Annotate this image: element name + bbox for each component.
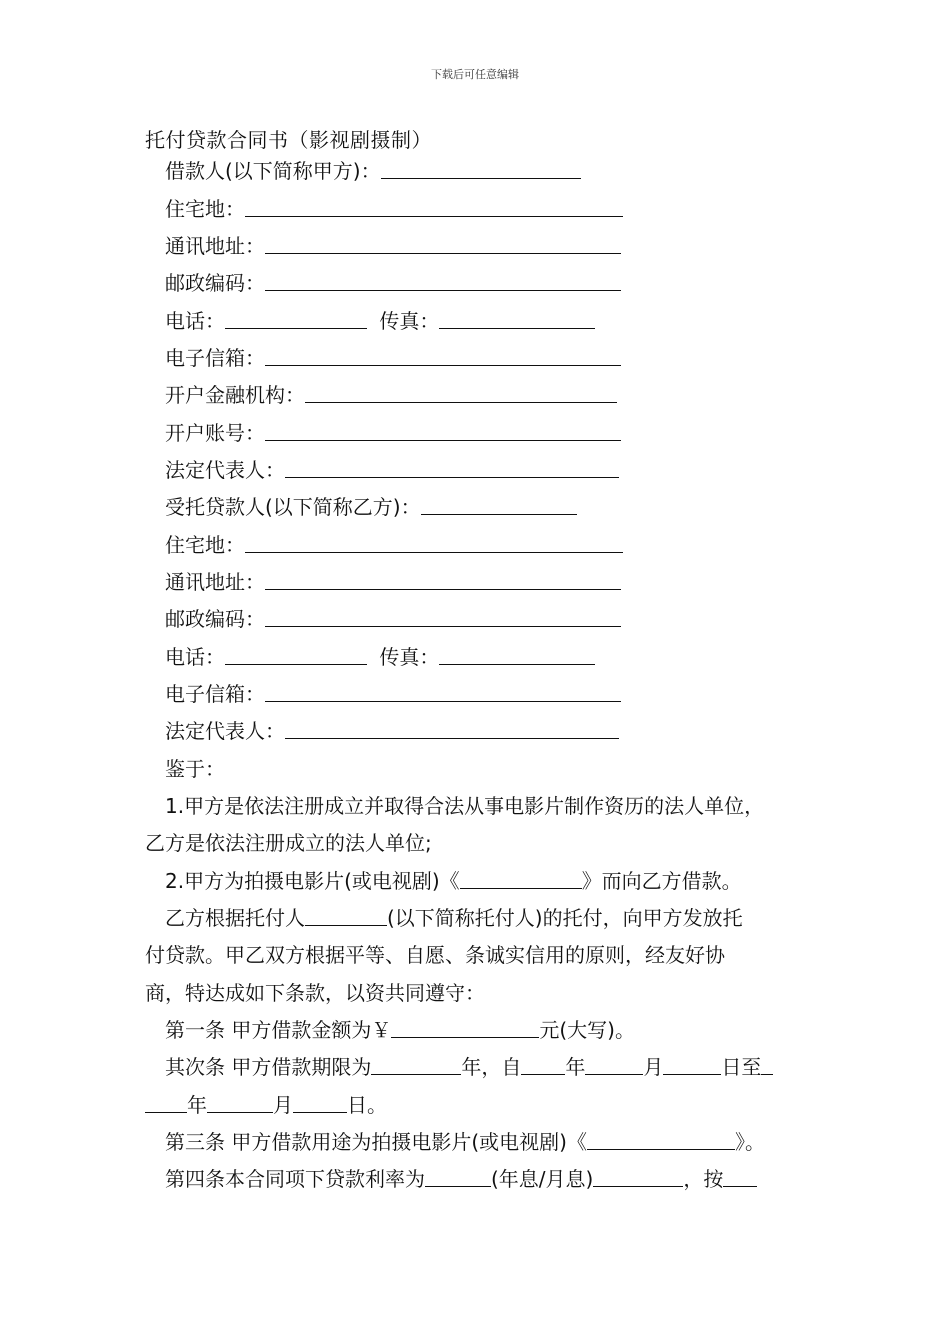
field-label: 电子信箱： — [165, 346, 265, 370]
field-email — [165, 344, 621, 372]
clause-2 — [165, 867, 742, 895]
intro-paragraph-line-3: 商，特达成如下条款，以资共同遵守： — [145, 981, 485, 1005]
field-address — [165, 232, 621, 260]
field-label: 邮政编码： — [165, 271, 265, 295]
article-4 — [165, 1165, 757, 1193]
fill-line[interactable] — [521, 1053, 565, 1075]
fill-line[interactable] — [381, 157, 581, 179]
fill-line[interactable] — [587, 1128, 735, 1150]
field-postcode — [165, 269, 621, 297]
field-label: 住宅地： — [165, 533, 245, 557]
intro-paragraph-line-1 — [165, 904, 743, 932]
fill-line[interactable] — [265, 568, 621, 590]
fill-line[interactable] — [425, 1165, 491, 1187]
field-label: 通讯地址： — [165, 234, 265, 258]
fill-line[interactable] — [371, 1053, 461, 1075]
fill-line[interactable] — [265, 269, 621, 291]
field-borrower — [165, 157, 581, 185]
fill-line[interactable] — [723, 1165, 757, 1187]
fill-line[interactable] — [460, 867, 582, 889]
fill-line[interactable] — [265, 680, 621, 702]
fill-line[interactable] — [663, 1053, 721, 1075]
article-text: 》。 — [734, 1130, 765, 1154]
fill-line[interactable] — [245, 195, 623, 217]
article-text: ，按 — [683, 1167, 724, 1191]
fill-line[interactable] — [245, 531, 623, 553]
field-phone-fax-b — [165, 643, 595, 671]
article-text: 第三条 甲方借款用途为拍摄电影片(或电视剧)《 — [165, 1130, 587, 1154]
page-header: 下载后可任意编辑 — [431, 68, 519, 81]
article-3 — [165, 1128, 765, 1156]
field-label: 法定代表人： — [165, 458, 285, 482]
fill-line[interactable] — [225, 643, 367, 665]
fill-line[interactable] — [293, 1091, 347, 1113]
fill-line[interactable] — [439, 307, 595, 329]
fill-line[interactable] — [285, 717, 619, 739]
field-label: 开户金融机构： — [165, 383, 305, 407]
fill-line[interactable] — [265, 232, 621, 254]
article-text: 年 — [187, 1093, 207, 1117]
article-text: (年息/月息) — [491, 1167, 594, 1191]
clause-2-text: 2.甲方为拍摄电影片(或电视剧)《 — [165, 869, 460, 893]
field-postcode-b — [165, 605, 621, 633]
fill-line[interactable] — [305, 381, 617, 403]
fill-line[interactable] — [305, 904, 387, 926]
field-label: 邮政编码： — [165, 607, 265, 631]
fill-line[interactable] — [439, 643, 595, 665]
field-legal-rep-b — [165, 717, 619, 745]
fill-line[interactable] — [265, 605, 621, 627]
field-legal-rep — [165, 456, 619, 484]
field-residence — [165, 195, 623, 223]
fill-line[interactable] — [421, 493, 577, 515]
field-phone-fax — [165, 307, 595, 335]
intro-text: 乙方根据托付人 — [165, 906, 305, 930]
field-email-b — [165, 680, 621, 708]
fill-line[interactable] — [265, 419, 621, 441]
field-label: 借款人(以下简称甲方)： — [165, 159, 381, 183]
field-label: 电话： — [165, 309, 225, 333]
field-entrusted-lender — [165, 493, 577, 521]
article-text: 第四条本合同项下贷款利率为 — [165, 1167, 425, 1191]
article-text: 其次条 甲方借款期限为 — [165, 1055, 372, 1079]
article-2-line-2 — [145, 1091, 387, 1119]
article-text: 年 — [565, 1055, 586, 1079]
field-label: 开户账号： — [165, 421, 265, 445]
article-text: 年，自 — [461, 1055, 522, 1079]
fill-line[interactable] — [145, 1091, 187, 1113]
fill-line[interactable] — [285, 456, 619, 478]
field-label: 传真： — [379, 309, 440, 333]
fill-line[interactable] — [391, 1016, 539, 1038]
whereas-heading: 鉴于： — [165, 757, 225, 781]
fill-line[interactable] — [593, 1165, 683, 1187]
field-label: 法定代表人： — [165, 719, 285, 743]
field-account — [165, 419, 621, 447]
field-label: 通讯地址： — [165, 570, 265, 594]
page-title: 托付贷款合同书（影视剧摄制） — [145, 128, 432, 152]
fill-line[interactable] — [207, 1091, 273, 1113]
field-label: 电话： — [165, 645, 225, 669]
article-text: 元(大写)。 — [539, 1018, 635, 1042]
fill-line[interactable] — [265, 344, 621, 366]
fill-line[interactable] — [225, 307, 367, 329]
clause-1-line-1: 1.甲方是依法注册成立并取得合法从事电影片制作资历的法人单位， — [165, 794, 765, 818]
intro-text: (以下简称托付人)的托付，向甲方发放托 — [387, 906, 743, 930]
field-residence-b — [165, 531, 623, 559]
article-1 — [165, 1016, 635, 1044]
intro-paragraph-line-2: 付贷款。甲乙双方根据平等、自愿、条诚实信用的原则，经友好协 — [145, 943, 725, 967]
field-address-b — [165, 568, 621, 596]
field-label: 住宅地： — [165, 197, 245, 221]
article-text: 日。 — [347, 1093, 387, 1117]
article-text: 日至 — [721, 1055, 762, 1079]
clause-1-line-2: 乙方是依法注册成立的法人单位; — [145, 831, 432, 855]
fill-line[interactable] — [585, 1053, 643, 1075]
field-bank — [165, 381, 617, 409]
clause-2-text: 》而向乙方借款。 — [581, 869, 742, 893]
field-label: 受托贷款人(以下简称乙方)： — [165, 495, 421, 519]
field-label: 电子信箱： — [165, 682, 265, 706]
fill-line[interactable] — [761, 1053, 773, 1075]
article-text: 月 — [273, 1093, 293, 1117]
article-text: 月 — [643, 1055, 664, 1079]
field-label: 传真： — [379, 645, 440, 669]
article-2-line-1 — [165, 1053, 773, 1081]
article-text: 第一条 甲方借款金额为￥ — [165, 1018, 392, 1042]
